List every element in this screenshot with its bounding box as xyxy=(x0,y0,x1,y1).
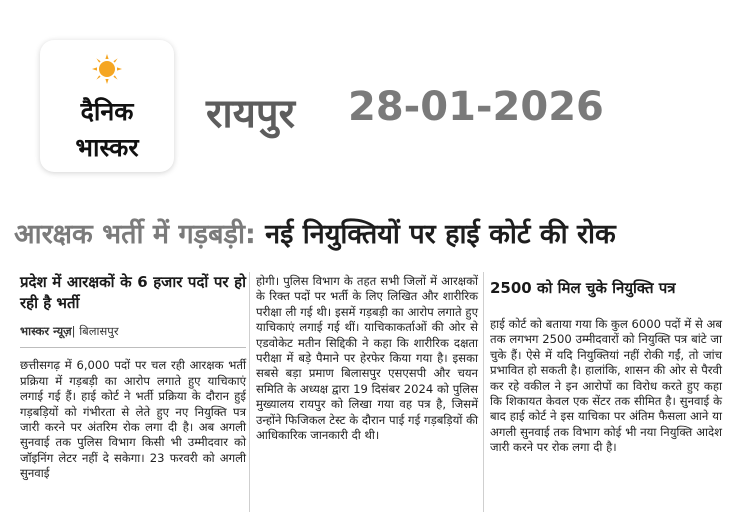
byline-source: भास्कर न्यूज़ xyxy=(20,324,72,338)
byline-separator: | xyxy=(71,324,80,338)
byline-place: बिलासपुर xyxy=(79,324,119,338)
byline xyxy=(20,324,246,339)
headline-main: नई नियुक्तियों पर हाई कोर्ट की रोक xyxy=(265,219,616,250)
sun-icon xyxy=(92,54,122,84)
logo-text-line2: भास्कर xyxy=(75,133,139,162)
page-header xyxy=(0,0,734,205)
article-column-3 xyxy=(490,272,722,456)
edition-date: 28-01-2026 xyxy=(348,84,604,130)
newspaper-logo xyxy=(40,40,174,172)
article-column-2 xyxy=(256,274,478,443)
column1-subheading: प्रदेश में आरक्षकों के 6 हजार पदों पर हो रही है भर्ती xyxy=(20,273,246,312)
article-headline xyxy=(14,214,726,266)
column-rule-1 xyxy=(249,272,250,512)
column2-body: होगी। पुलिस विभाग के तहत सभी जिलों में आरक्षकों के रिक्त पदों पर भर्ती के लिए लिखित और शारीरिक परीक्षा ली गई थी। इसमें गड़बड़ी का आरोप लगाते हुए याचिकाएं लगाई गई थीं। याचिकाकर्ताओं की ओर से एडवोकेट मतीन सिद्दिकी ने कहा कि शारीरिक दक्षता परीक्षा में बड़े पैमाने पर हेरफेर किया गया है। इसका सबसे बड़ा प्रमाण बिलासपुर एसएसपी और चयन समिति के अध्यक्ष द्वारा 19 दिसंबर 2024 को पुलिस मुख्यालय रायपुर को लिखा गया वह पत्र है, जिसमें उन्होंने फिजिकल टेस्ट के दौरान पाई गई गड़बड़ियों की आधिकारिक जानकारी दी थी। xyxy=(256,274,478,443)
city-name: रायपुर xyxy=(206,91,295,137)
byline-divider xyxy=(20,347,246,348)
column3-body: हाई कोर्ट को बताया गया कि कुल 6000 पदों में से अब तक लगभग 2500 उम्मीदवारों को नियुक्ति पत्र बांटे जा चुके हैं। ऐसे में यदि नियुक्तियां नहीं रोकी गईं, तो जांच प्रभावित हो सकती है। हालांकि, शासन की ओर से पैरवी कर रहे वकील ने इन आरोपों का विरोध करते हुए कहा कि शिकायत केवल एक सेंटर तक सीमित है। सुनवाई के बाद हाई कोर्ट ने इस याचिका पर अंतिम फैसला आने या अगली सुनवाई तक विभाग कोई भी नया नियुक्ति आदेश जारी करने पर रोक लगा दी है। xyxy=(490,317,722,455)
logo-text-line1: दैनिक xyxy=(80,97,134,126)
article-column-1 xyxy=(20,272,246,482)
column1-body: छत्तीसगढ़ में 6,000 पदों पर चल रही आरक्षक भर्ती प्रक्रिया में गड़बड़ी का आरोप लगाते हुए याचिकाएं लगाई गई हैं। हाई कोर्ट ने भर्ती प्रक्रिया के दौरान हुई गड़बड़ियों को गंभीरता से लेते हुए नए नियुक्ति पत्र जारी करने पर अंतरिम रोक लगा दी है। अब अगली सुनवाई तक पुलिस विभाग किसी भी उम्मीदवार को जॉइनिंग लेटर नहीं दे सकेगा। 23 फरवरी को अगली सुनवाई xyxy=(20,358,246,481)
column-rule-2 xyxy=(483,272,484,512)
headline-kicker: आरक्षक भर्ती में गड़बड़ी: xyxy=(14,219,266,250)
column3-subheading: 2500 को मिल चुके नियुक्ति पत्र xyxy=(490,279,676,297)
